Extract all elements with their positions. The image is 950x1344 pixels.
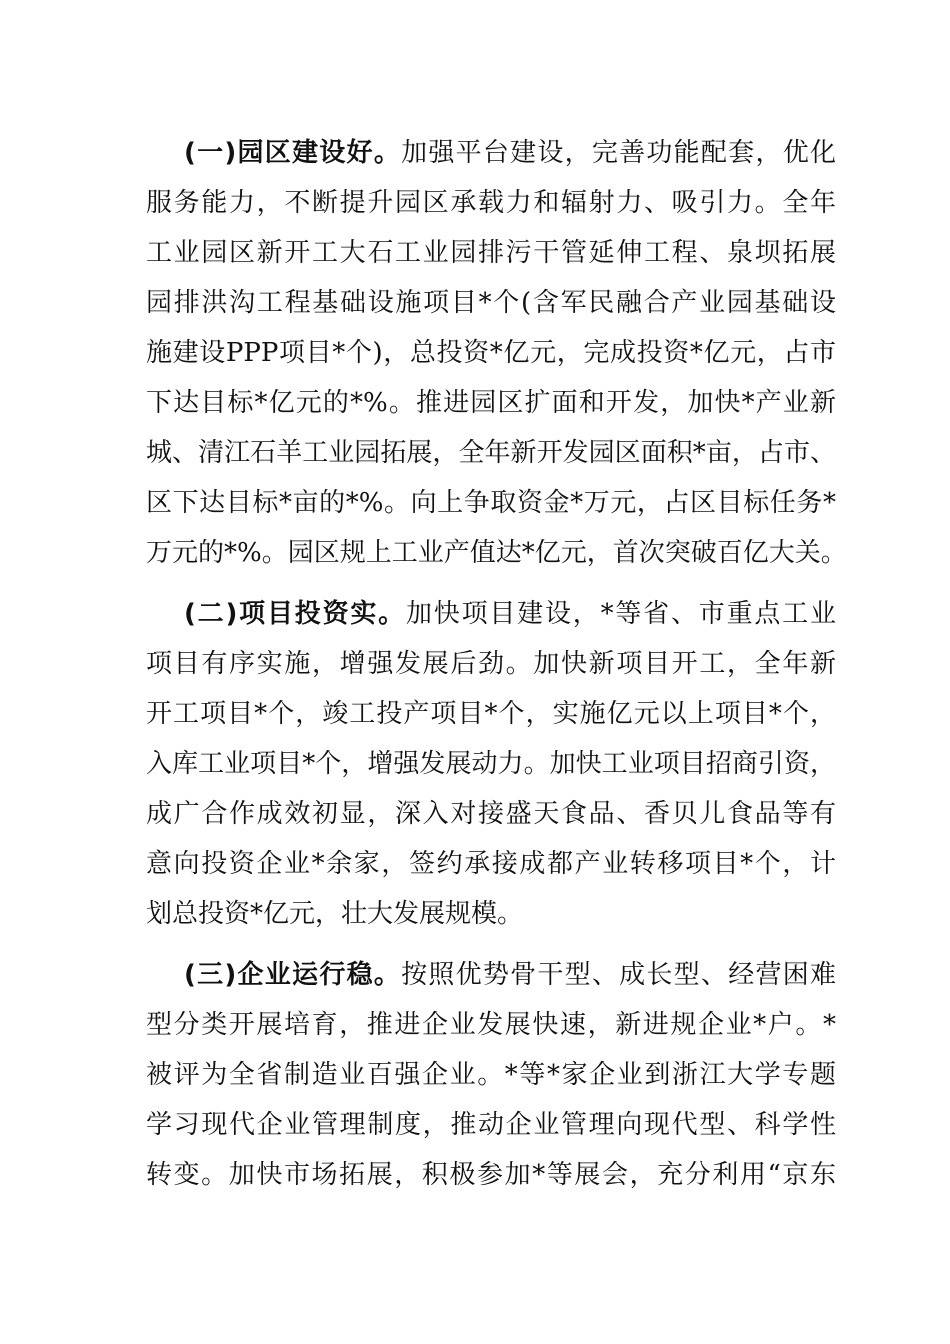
paragraph-line [146,128,836,178]
text-run: 加快项目建设，*等省、市重点工业 [405,599,836,629]
paragraph-line: 转变。加快市场拓展，积极参加*等展会，充分利用“京东 [146,1160,836,1190]
section-heading: (三)企业运行稳。 [184,960,402,990]
paragraph-line: 园排洪沟工程基础设施项目*个(含军民融合产业园基础设 [146,288,836,318]
paragraph-line: 万元的*%。园区规上工业产值达*亿元，首次突破百亿大关。 [146,538,847,568]
paragraph-line: 成广合作成效初显，深入对接盛天食品、香贝儿食品等有 [146,799,836,829]
paragraph-line: 城、清江石羊工业园拓展，全年新开发园区面积*亩，占市、 [146,438,836,468]
text-run: 按照优势骨干型、成长型、经营困难 [401,960,836,990]
paragraph-line: 划总投资*亿元，壮大发展规模。 [146,899,524,929]
paragraph-line: 施建设PPP项目*个)，总投资*亿元，完成投资*亿元，占市 [146,338,836,368]
paragraph-park-construction [146,128,847,578]
paragraph-line: 下达目标*亿元的*%。推进园区扩面和开发，加快*产业新 [146,388,836,418]
paragraph-line: 项目有序实施，增强发展后劲。加快新项目开工，全年新 [146,649,836,679]
section-heading: (一)园区建设好。 [184,138,402,168]
document-body [146,128,847,1211]
paragraph-line: 入库工业项目*个，增强发展动力。加快工业项目招商引资， [146,749,836,779]
paragraph-line: 区下达目标*亩的*%。向上争取资金*万元，占区目标任务* [146,488,836,518]
text-run: 加强平台建设，完善功能配套，优化 [401,138,836,168]
paragraph-enterprise-operation [146,950,836,1200]
paragraph-line [146,950,836,1000]
paragraph-line: 型分类开展培育，推进企业发展快速，新进规企业*户。* [146,1010,836,1040]
section-heading: (二)项目投资实。 [184,599,406,629]
paragraph-project-investment [146,589,836,939]
paragraph-line: 学习现代企业管理制度，推动企业管理向现代型、科学性 [146,1110,836,1140]
paragraph-line: 工业园区新开工大石工业园排污干管延伸工程、泉坝拓展 [146,238,836,268]
paragraph-line: 意向投资企业*余家，签约承接成都产业转移项目*个，计 [146,849,836,879]
paragraph-line: 被评为全省制造业百强企业。*等*家企业到浙江大学专题 [146,1060,836,1090]
paragraph-line: 服务能力，不断提升园区承载力和辐射力、吸引力。全年 [146,188,836,218]
paragraph-line: 开工项目*个，竣工投产项目*个，实施亿元以上项目*个， [146,699,836,729]
paragraph-line [146,589,836,639]
